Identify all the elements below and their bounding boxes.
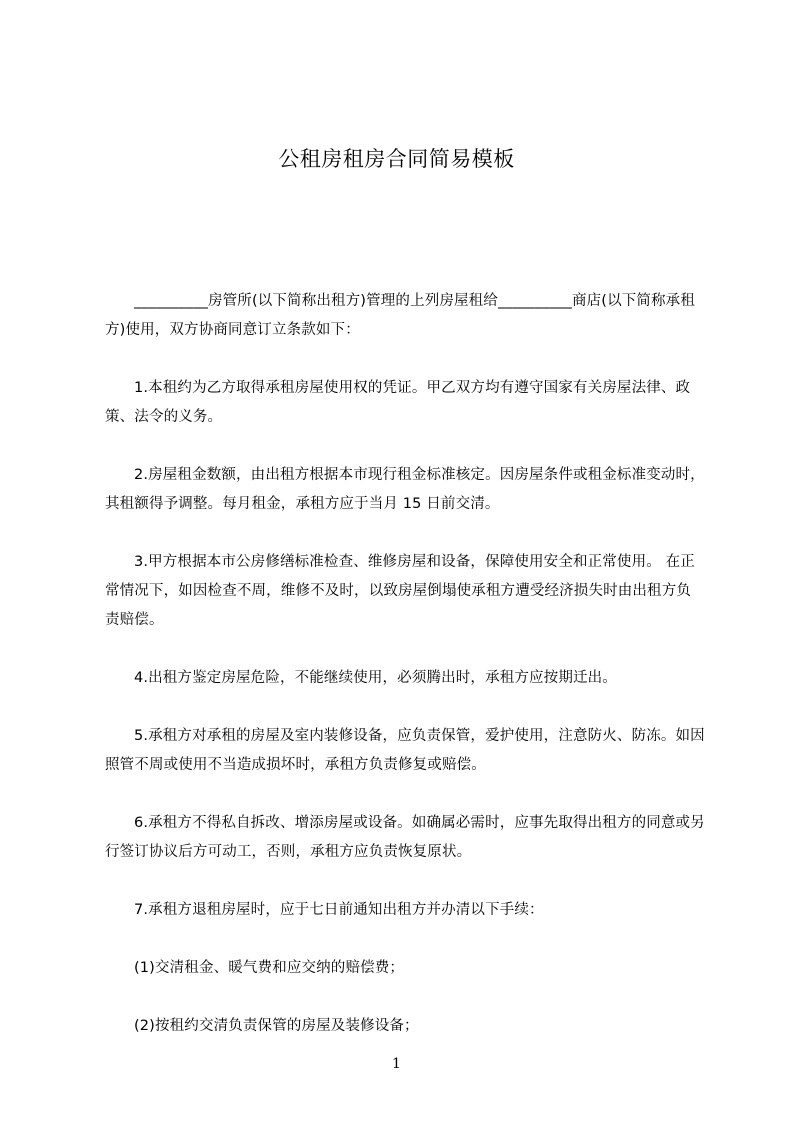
clause-4: 4.出租方鉴定房屋危险，不能继续使用，必须腾出时，承租方应按期迁出。	[134, 670, 617, 686]
document-body	[105, 287, 705, 1041]
document-title: 公租房租房合同简易模板	[278, 147, 515, 171]
page-number: 1	[392, 1056, 401, 1072]
clause-6: 6.承租方不得私自拆改、增添房屋或设备。如确属必需时，应事先取得出租方的同意或另行签订协议后方可动工，否则，承租方应负责恢复原状。	[105, 815, 705, 860]
clause-5: 5.承租方对承租的房屋及室内装修设备，应负责保管，爱护使用，注意防火、防冻。如因照管不周或使用不当造成损坏时，承租方负责修复或赔偿。	[105, 728, 705, 773]
intro-paragraph: __________房管所(以下简称出租方)管理的上列房屋租给__________商店(以下简称承租方)使用，双方协商同意订立条款如下：	[105, 293, 695, 338]
clause-7-item-2: (2)按租约交清负责保管的房屋及装修设备；	[134, 1018, 419, 1034]
clause-7-item-1: (1)交清租金、暖气费和应交纳的赔偿费；	[134, 960, 405, 976]
clause-2: 2.房屋租金数额，由出租方根据本市现行租金标准核定。因房屋条件或租金标准变动时，其租额得予调整。每月租金，承租方应于当月 15 日前交清。	[105, 467, 705, 512]
clause-3: 3.甲方根据本市公房修缮标准检查、维修房屋和设备，保障使用安全和正常使用。 在正常情况下，如因检查不周，维修不及时，以致房屋倒塌使承租方遭受经济损失时由出租方负责赔偿。	[105, 554, 695, 628]
clause-7: 7.承租方退租房屋时，应于七日前通知出租方并办清以下手续：	[134, 902, 544, 918]
clause-1: 1.本租约为乙方取得承租房屋使用权的凭证。甲乙双方均有遵守国家有关房屋法律、政策、法令的义务。	[105, 380, 691, 425]
